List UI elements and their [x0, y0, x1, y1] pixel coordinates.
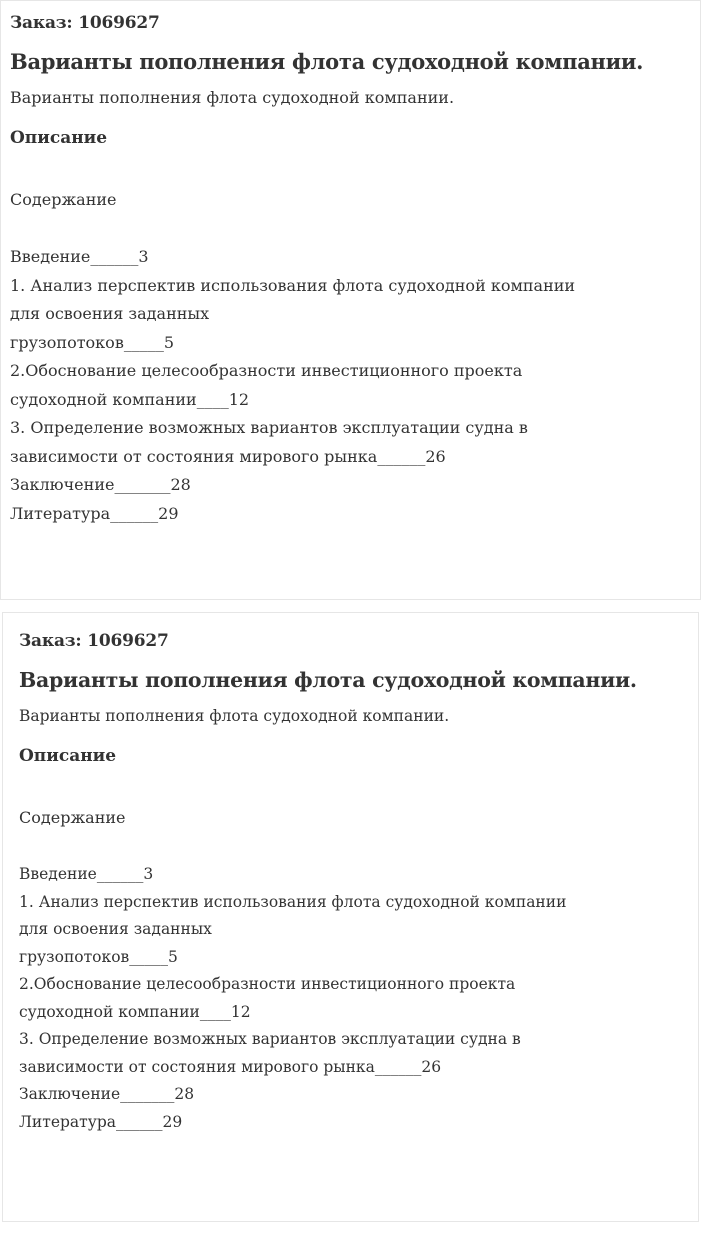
toc-line: 3. Определение возможных вариантов эксплуатации судна в — [10, 418, 528, 437]
toc-line: 2.Обоснование целесообразности инвестиционного проекта — [10, 361, 523, 380]
toc-line: Заключение_______28 — [10, 475, 191, 494]
document-card-secondary — [2, 612, 699, 1222]
contents-heading: Содержание — [19, 808, 126, 827]
toc-line: зависимости от состояния мирового рынка______26 — [10, 446, 446, 466]
document-title: Варианты пополнения флота судоходной компании. — [19, 668, 637, 692]
description-heading: Описание — [19, 746, 117, 766]
toc-line: для освоения заданных — [19, 920, 212, 938]
document-title: Варианты пополнения флота судоходной компании. — [10, 49, 644, 74]
toc-line: судоходной компании____12 — [19, 1002, 251, 1021]
order-number: Заказ: 1069627 — [19, 631, 169, 651]
toc-line: 1. Анализ перспектив использования флота судоходной компании — [19, 892, 567, 911]
toc-line: 1. Анализ перспектив использования флота судоходной компании — [10, 275, 576, 295]
toc-line: зависимости от состояния мирового рынка______26 — [19, 1057, 442, 1076]
toc-line: судоходной компании____12 — [10, 389, 250, 409]
table-of-contents — [10, 243, 691, 528]
order-number: Заказ: 1069627 — [10, 13, 160, 33]
toc-line: грузопотоков_____5 — [10, 332, 174, 352]
toc-line: для освоения заданных — [10, 304, 210, 323]
document-subtitle: Варианты пополнения флота судоходной компании. — [10, 88, 455, 107]
toc-line: Введение______3 — [19, 865, 154, 883]
toc-line: Литература______29 — [10, 503, 179, 523]
table-of-contents — [19, 861, 682, 1136]
toc-line: Введение______3 — [10, 247, 149, 266]
toc-line: Заключение_______28 — [19, 1085, 195, 1103]
description-heading: Описание — [10, 128, 108, 148]
toc-line: 2.Обоснование целесообразности инвестиционного проекта — [19, 975, 516, 993]
document-subtitle: Варианты пополнения флота судоходной компании. — [19, 707, 450, 725]
toc-line: Литература______29 — [19, 1112, 183, 1131]
document-card-primary — [0, 0, 701, 600]
toc-line: грузопотоков_____5 — [19, 947, 178, 966]
contents-heading: Содержание — [10, 190, 117, 209]
toc-line: 3. Определение возможных вариантов эксплуатации судна в — [19, 1030, 521, 1048]
